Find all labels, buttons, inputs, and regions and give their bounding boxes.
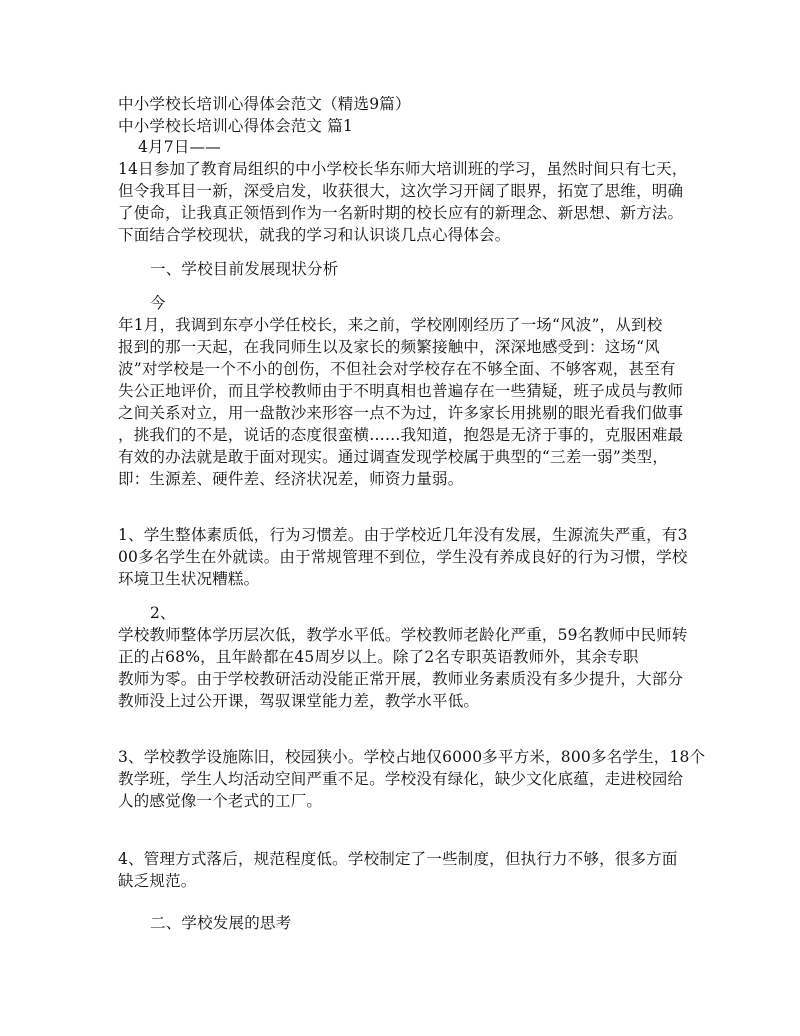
text-line: 教师没上过公开课，驾驭课堂能力差，教学水平低。 — [118, 692, 480, 710]
text-line: 波”对学校是一个不小的创伤，不但社会对学校存在不够全面、不够客观，甚至有 — [118, 360, 676, 378]
text-line: 14日参加了教育局组织的中小学校长华东师大培训班的学习，虽然时间只有七天， — [118, 160, 688, 178]
document-title: 中小学校长培训心得体会范文（精选9篇） — [118, 95, 411, 113]
text-line: 教师为零。由于学校教研活动没能正常开展，教师业务素质没有多少提升，大部分 — [118, 670, 684, 688]
text-line: 4、管理方式落后，规范程度低。学校制定了一些制度，但执行力不够，很多方面 — [118, 850, 678, 868]
text-line: 人的感觉像一个老式的工厂。 — [118, 792, 323, 810]
text-line: 00多名学生在外就读。由于常规管理不到位，学生没有养成良好的行为习惯，学校 — [118, 548, 688, 566]
text-line: 2、 — [150, 604, 176, 622]
text-line: 教学班，学生人均活动空间严重不足。学校没有绿化，缺少文化底蕴，走进校园给 — [118, 770, 684, 788]
text-line: 正的占68%，且年龄都在45周岁以上。除了2名专职英语教师外，其余专职 — [118, 648, 639, 666]
text-line: 报到的那一天起，在我同师生以及家长的频繁接触中，深深地感受到：这场“风 — [118, 338, 660, 356]
section-heading: 二、学校发展的思考 — [150, 914, 292, 932]
text-line: 之间关系对立，用一盘散沙来形容一点不为过，许多家长用挑剔的眼光看我们做事 — [118, 404, 684, 422]
section-heading: 一、学校目前发展现状分析 — [150, 260, 339, 278]
text-line: 下面结合学校现状，就我的学习和认识谈几点心得体会。 — [118, 226, 511, 244]
text-line: 有效的办法就是敢于面对现实。通过调查发现学校属于典型的“三差一弱”类型， — [118, 448, 669, 466]
text-line: 今 — [150, 294, 166, 312]
text-line: 学校教师整体学历层次低，教学水平低。学校教师老龄化严重，59名教师中民师转 — [118, 626, 688, 644]
article-heading: 中小学校长培训心得体会范文 篇1 — [118, 117, 353, 135]
text-line: 失公正地评价，而且学校教师由于不明真相也普遍存在一些猜疑，班子成员与教师 — [118, 382, 684, 400]
text-line: 即：生源差、硬件差、经济状况差，师资力量弱。 — [118, 470, 464, 488]
text-line: 了使命，让我真正领悟到作为一名新时期的校长应有的新理念、新思想、新方法。 — [118, 204, 684, 222]
text-line: 环境卫生状况糟糕。 — [118, 570, 260, 588]
text-line: 但令我耳目一新，深受启发，收获很大，这次学习开阔了眼界，拓宽了思维，明确 — [118, 182, 684, 200]
text-line: ，挑我们的不是，说话的态度很蛮横……我知道，抱怨是无济于事的，克服困难最 — [118, 426, 684, 444]
text-line: 1、学生整体素质低，行为习惯差。由于学校近几年没有发展，生源流失严重，有3 — [118, 526, 688, 544]
text-line: 3、学校教学设施陈旧，校园狭小。学校占地仅6000多平方米，800多名学生，18个 — [118, 748, 706, 766]
text-line: 年1月，我调到东亭小学任校长，来之前，学校刚刚经历了一场“风波”，从到校 — [118, 316, 663, 334]
text-line: 缺乏规范。 — [118, 872, 197, 890]
text-line: 4月7日—— — [138, 138, 221, 156]
